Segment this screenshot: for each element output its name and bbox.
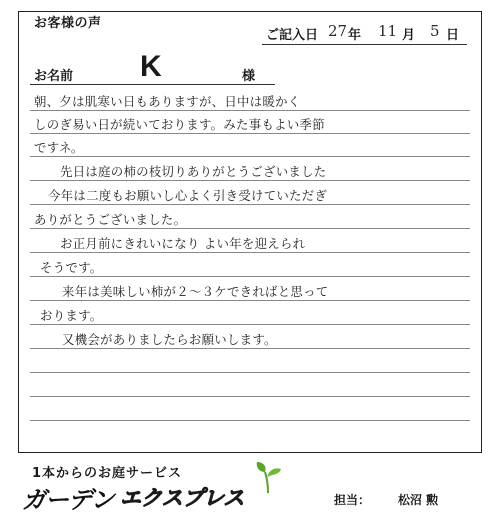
staff-label: 担当：	[334, 493, 371, 507]
ruled-line	[30, 228, 470, 229]
ruled-line	[30, 396, 470, 397]
customer-name: K	[140, 50, 162, 83]
date-year: 27	[328, 22, 348, 40]
ruled-line	[30, 348, 470, 349]
message-line: お正月前にきれいになり よい年を迎えられ	[60, 236, 306, 251]
message-line: しのぎ易い日が続いております。みた事もよい季節	[34, 117, 325, 132]
name-suffix: 様	[242, 69, 256, 84]
staff-info	[334, 491, 439, 508]
ruled-line	[30, 276, 470, 277]
message-line: そうです。	[40, 260, 103, 275]
message-line: 今年は二度もお願いし心よく引き受けていただぎ	[48, 188, 328, 203]
leaf-icon	[254, 460, 284, 494]
message-line: 又機会がありましたらお願いします。	[62, 332, 277, 347]
message-line: 来年は美味しい柿が２〜３ケできればと思って	[62, 284, 329, 299]
ruled-line	[30, 300, 470, 301]
ruled-line	[30, 180, 470, 181]
staff-name: 松沼 勲	[398, 493, 439, 507]
name-field	[30, 50, 275, 85]
service-tagline: 1本からのお庭サービス	[32, 466, 183, 481]
logo-express-text: エクスプレス	[120, 486, 245, 510]
name-label: お名前	[34, 69, 74, 84]
year-unit: 年	[348, 28, 362, 43]
date-day: 5	[430, 22, 440, 40]
message-line: 朝、夕は肌寒い日もありますが、日中は暖かく	[34, 94, 301, 109]
ruled-line	[30, 156, 470, 157]
month-unit: 月	[402, 28, 416, 43]
entry-date-field	[262, 22, 467, 45]
ruled-line	[30, 420, 470, 421]
ruled-line	[30, 110, 470, 111]
ruled-line	[30, 252, 470, 253]
ruled-line	[30, 133, 470, 134]
message-line: ですネ。	[34, 140, 84, 155]
date-label: ご記入日	[266, 28, 319, 43]
ruled-line	[30, 204, 470, 205]
ruled-line	[30, 324, 470, 325]
message-line: 先日は庭の柿の枝切りありがとうございました	[60, 164, 327, 179]
day-unit: 日	[446, 28, 460, 43]
message-line: おります。	[40, 308, 103, 323]
logo-garden-text: ガーデン	[22, 486, 114, 514]
message-line: ありがとうございました。	[34, 212, 187, 227]
ruled-line	[30, 372, 470, 373]
company-logo	[22, 480, 282, 516]
date-month: 11	[378, 22, 398, 40]
form-title: お客様の声	[34, 16, 102, 31]
